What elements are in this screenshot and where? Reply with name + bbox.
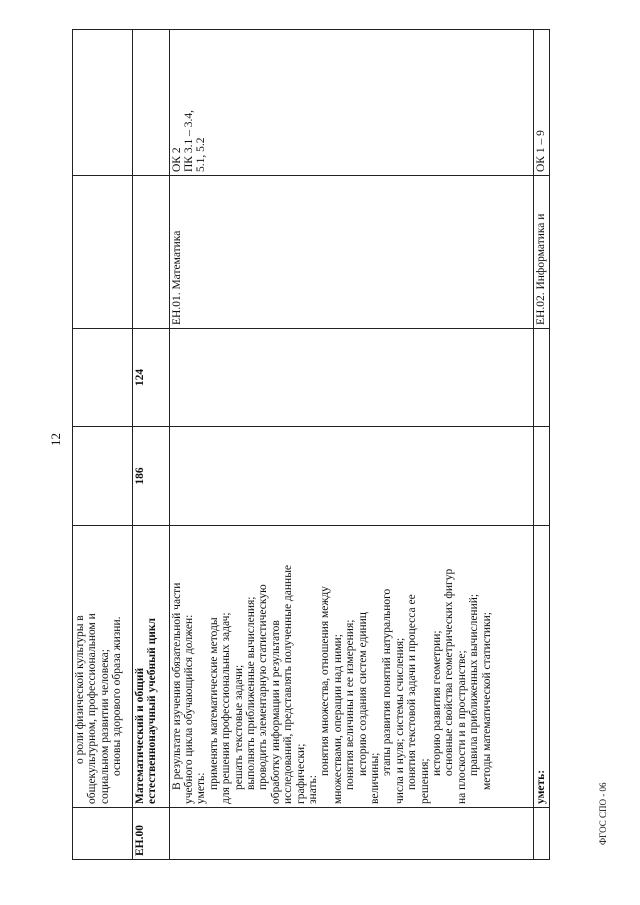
text-line: величины; bbox=[369, 752, 382, 804]
text-line: применять математические методы bbox=[207, 617, 220, 790]
cell-content bbox=[169, 526, 534, 808]
section-title-line: Математический и общий bbox=[133, 667, 146, 804]
section-title-line: естественнонаучный учебный цикл bbox=[145, 618, 158, 804]
cell-code bbox=[73, 808, 133, 860]
text-line: множествами, операции над ними; bbox=[331, 634, 344, 804]
competences: ОК 1 – 9 bbox=[534, 30, 550, 176]
text-line: учебного цикла обучающийся должен: bbox=[182, 614, 195, 804]
cell-max-hours bbox=[73, 427, 133, 526]
cell-max-hours bbox=[169, 427, 534, 526]
text-line: понятия текстовой задачи и процесса ее bbox=[406, 594, 419, 790]
text-line: историю создания систем единиц bbox=[356, 612, 369, 776]
text-line: числа и нуля; системы счисления; bbox=[393, 637, 406, 804]
text-line: правила приближенных вычислений; bbox=[468, 593, 481, 776]
required-hours: 124 bbox=[132, 329, 169, 427]
discipline-name: ЕН.02. Информатика и bbox=[534, 176, 550, 329]
curriculum-table bbox=[72, 29, 550, 860]
table-row bbox=[73, 30, 133, 860]
text-line: графически; bbox=[294, 743, 307, 804]
cell-competences bbox=[132, 30, 169, 176]
text-line: исследований, представлять полученные данные bbox=[282, 564, 295, 804]
text-line: выполнять приближенные вычисления; bbox=[244, 596, 257, 790]
cell-code bbox=[169, 808, 534, 860]
znat-label: знать: bbox=[307, 775, 319, 804]
competence-line: ОК 2 bbox=[170, 147, 183, 172]
competence-line: 5.1, 5.2 bbox=[195, 137, 208, 172]
footer-code: ФГОС СПО - 06 bbox=[598, 782, 608, 845]
max-hours: 186 bbox=[132, 427, 169, 526]
cell-discipline bbox=[132, 176, 169, 329]
table-row bbox=[534, 30, 550, 860]
text-line: историю развития геометрии; bbox=[431, 630, 444, 776]
cell-content bbox=[73, 526, 133, 808]
cell-code bbox=[534, 808, 550, 860]
section-title bbox=[132, 526, 169, 808]
text-line: решения; bbox=[418, 758, 431, 804]
competence-line: ПК 3.1 – 3.4, bbox=[182, 110, 195, 172]
text-line: общекультурном, профессиональном и bbox=[86, 613, 99, 804]
cell-required-hours bbox=[169, 329, 534, 427]
text-line: этапы развития понятий натурального bbox=[381, 588, 394, 776]
text-line: основные свойства геометрических фигур bbox=[443, 568, 456, 776]
text-line: решать текстовые задачи; bbox=[232, 664, 245, 790]
text-line: В результате изучения обязательной части bbox=[170, 582, 183, 790]
text-line: обработку информации и результатов bbox=[269, 620, 282, 804]
cell-required-hours bbox=[534, 329, 550, 427]
umet-label: уметь: bbox=[195, 772, 208, 804]
page-number: 12 bbox=[48, 433, 63, 446]
competences bbox=[169, 30, 534, 176]
discipline-name: ЕН.01. Математика bbox=[169, 176, 534, 329]
text-line: о роли физической культуры в bbox=[74, 615, 86, 764]
cell-max-hours bbox=[534, 427, 550, 526]
cell-discipline bbox=[73, 176, 133, 329]
text-line: для решения профессиональных задач; bbox=[220, 612, 233, 804]
text-line: понятия множества, отношения между bbox=[319, 586, 332, 776]
text-line: на плоскости и в пространстве; bbox=[455, 650, 468, 804]
umet-label: уметь: bbox=[534, 526, 550, 808]
cell-required-hours bbox=[73, 329, 133, 427]
curriculum-table-rotated bbox=[72, 30, 550, 860]
text-line: основы здорового образа жизни. bbox=[111, 616, 124, 776]
text-line: социальном развитии человека; bbox=[98, 649, 111, 804]
cell-competences bbox=[73, 30, 133, 176]
table-row bbox=[132, 30, 169, 860]
section-code: ЕН.00 bbox=[132, 808, 169, 860]
text-line: методы математической статистики; bbox=[480, 612, 493, 790]
text-line: проводить элементарную статистическую bbox=[257, 584, 270, 790]
text-line: понятия величины и ее измерения; bbox=[344, 619, 357, 790]
table-row bbox=[169, 30, 534, 860]
